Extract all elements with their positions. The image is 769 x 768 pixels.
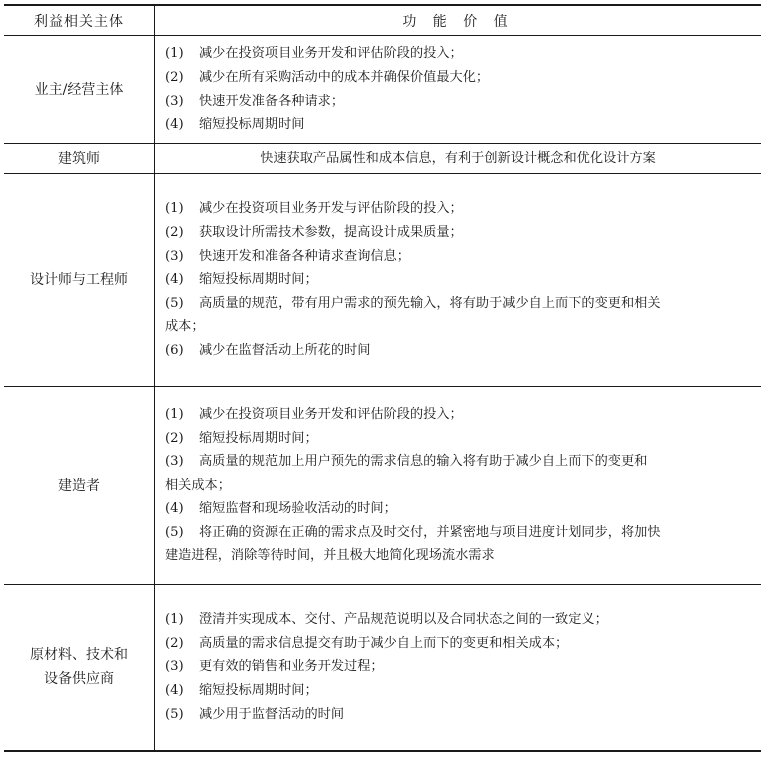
item-text: 缩短监督和现场验收活动的时间； — [199, 501, 397, 517]
value-cell — [155, 387, 762, 585]
item-text: 减少用于监督活动的时间 — [199, 706, 345, 722]
table-row — [4, 144, 761, 174]
header-value: 功 能 价 值 — [155, 5, 762, 36]
party-cell: 业主/经营主体 — [4, 36, 155, 144]
list-item — [165, 292, 761, 316]
value-cell — [155, 174, 762, 387]
item-text: 缩短投标周期时间； — [199, 430, 318, 446]
list-item — [165, 221, 761, 245]
item-number: (2) — [165, 225, 184, 241]
list-item — [165, 427, 761, 451]
stakeholder-value-table — [4, 4, 761, 752]
item-text: 快速开发准备各种请求； — [199, 93, 345, 109]
item-number: (2) — [165, 69, 184, 85]
item-text: 澄清并实现成本、交付、产品规范说明以及合同状态之间的一致定义； — [199, 612, 608, 628]
item-text: 缩短投标周期时间 — [199, 117, 305, 133]
item-text: 高质量的规范加上用户预先的需求信息的输入将有助于减少自上而下的变更和 — [199, 454, 648, 470]
item-number: (2) — [165, 430, 184, 446]
item-text: 减少在投资项目业务开发和评估阶段的投入； — [199, 46, 463, 62]
list-item — [165, 403, 761, 427]
list-item — [165, 679, 761, 703]
item-text: 高质量的需求信息提交有助于减少自上而下的变更和相关成本； — [199, 635, 569, 651]
item-number: (3) — [165, 454, 184, 470]
list-item — [165, 339, 761, 363]
item-text: 减少在所有采购活动中的成本并确保价值最大化； — [199, 69, 490, 85]
list-item — [165, 450, 761, 474]
list-item — [165, 90, 761, 114]
table-header-row — [4, 5, 761, 36]
list-item — [165, 42, 761, 66]
list-item — [165, 197, 761, 221]
value-cell: 快速获取产品属性和成本信息，有利于创新设计概念和优化设计方案 — [155, 144, 762, 174]
item-number: (3) — [165, 248, 184, 264]
party-cell: 设计师与工程师 — [4, 174, 155, 387]
party-label-line: 原材料、技术和 — [30, 647, 128, 664]
table-row — [4, 174, 761, 387]
party-cell — [4, 585, 155, 751]
list-item-continuation: 建造进程，消除等待时间，并且极大地简化现场流水需求 — [165, 548, 495, 564]
list-item — [165, 497, 761, 521]
list-item-continuation: 成本； — [165, 319, 205, 335]
table-row — [4, 585, 761, 751]
item-text: 更有效的销售和业务开发过程； — [199, 659, 384, 675]
list-item — [165, 608, 761, 632]
item-text: 将正确的资源在正确的需求点及时交付，并紧密地与项目进度计划同步，将加快 — [199, 524, 661, 540]
item-text: 缩短投标周期时间； — [199, 272, 318, 288]
value-cell — [155, 36, 762, 144]
item-text: 减少在投资项目业务开发与评估阶段的投入； — [199, 201, 463, 217]
item-number: (1) — [165, 612, 184, 628]
list-item — [165, 113, 761, 137]
item-number: (3) — [165, 93, 184, 109]
table-row — [4, 387, 761, 585]
item-number: (3) — [165, 659, 184, 675]
list-item — [165, 655, 761, 679]
item-number: (4) — [165, 683, 184, 699]
item-number: (4) — [165, 117, 184, 133]
list-item — [165, 268, 761, 292]
list-item — [165, 66, 761, 90]
item-number: (1) — [165, 406, 184, 422]
table-row — [4, 36, 761, 144]
item-number: (2) — [165, 635, 184, 651]
item-text: 缩短投标周期时间； — [199, 683, 318, 699]
item-text: 减少在投资项目业务开发和评估阶段的投入； — [199, 406, 463, 422]
header-party: 利益相关主体 — [4, 5, 155, 36]
item-number: (4) — [165, 272, 184, 288]
item-text: 获取设计所需技术参数，提高设计成果质量； — [199, 225, 463, 241]
list-item — [165, 521, 761, 545]
item-number: (5) — [165, 706, 184, 722]
item-number: (5) — [165, 295, 184, 311]
list-item — [165, 632, 761, 656]
list-item — [165, 703, 761, 727]
item-number: (1) — [165, 46, 184, 62]
item-text: 减少在监督活动上所花的时间 — [199, 342, 371, 358]
value-cell — [155, 585, 762, 751]
party-cell: 建筑师 — [4, 144, 155, 174]
list-item — [165, 245, 761, 269]
item-number: (1) — [165, 201, 184, 217]
item-number: (5) — [165, 524, 184, 540]
list-item-continuation: 相关成本； — [165, 477, 231, 493]
item-number: (4) — [165, 501, 184, 517]
item-text: 高质量的规范，带有用户需求的预先输入，将有助于减少自上而下的变更和相关 — [199, 295, 661, 311]
party-cell: 建造者 — [4, 387, 155, 585]
party-label-line: 设备供应商 — [44, 671, 114, 688]
item-number: (6) — [165, 342, 184, 358]
item-text: 快速开发和准备各种请求查询信息； — [199, 248, 410, 264]
